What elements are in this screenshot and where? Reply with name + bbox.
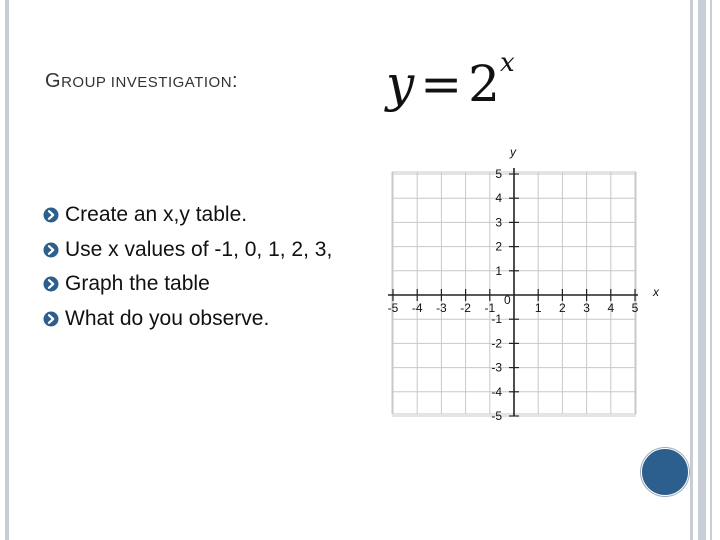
- y-tick-label: -1: [491, 312, 502, 327]
- x-tick-labels: [388, 301, 639, 315]
- frame-right-bar: [698, 0, 706, 540]
- y-tick-label: -2: [491, 336, 502, 351]
- equation-lhs: y: [386, 55, 415, 113]
- decorative-circle: [641, 448, 689, 496]
- bullet-item: [43, 267, 332, 302]
- y-tick-label: -5: [491, 409, 502, 422]
- equation-base: 2: [468, 55, 500, 113]
- y-tick-label: 2: [495, 239, 502, 254]
- x-tick-label: 2: [559, 301, 566, 315]
- y-tick-label: 3: [495, 215, 502, 230]
- y-tick-label: 4: [495, 191, 502, 206]
- bullet-text: Create an x,y table.: [65, 203, 248, 227]
- bullet-item: [43, 198, 332, 233]
- bullet-text: Graph the table: [65, 272, 210, 296]
- bullet-text: What do you observe.: [65, 306, 270, 330]
- bullet-arrow-icon: [43, 276, 59, 292]
- x-tick-label: -2: [460, 301, 471, 315]
- origin-label: 0: [504, 293, 511, 307]
- x-tick-label: -1: [484, 301, 496, 315]
- x-tick-label: -4: [411, 301, 423, 315]
- frame-right-bar: [690, 0, 693, 540]
- equation: [386, 48, 515, 113]
- coordinate-grid: [380, 142, 670, 422]
- slide-title-rest: ROUP INVESTIGATION: [61, 74, 233, 91]
- bullet-arrow-icon: [43, 311, 59, 327]
- bullet-text: Use x values of -1, 0, 1, 2, 3,: [65, 237, 333, 261]
- y-tick-label: -4: [491, 384, 502, 399]
- x-tick-label: -5: [387, 301, 399, 315]
- axes: [388, 168, 638, 416]
- x-tick-label: -3: [436, 301, 447, 315]
- frame-right-bar: [710, 0, 712, 540]
- y-tick-label: 1: [495, 263, 502, 278]
- x-tick-label: 5: [631, 301, 639, 315]
- bullet-item: [43, 302, 332, 337]
- x-tick-label: 3: [583, 301, 590, 315]
- equation-equals: =: [420, 55, 463, 113]
- slide-title-colon: :: [232, 70, 239, 92]
- bullet-item: [43, 233, 332, 268]
- bullet-arrow-icon: [43, 207, 59, 223]
- y-axis-label: y: [510, 145, 516, 159]
- x-axis-label: x: [653, 285, 659, 299]
- x-tick-label: 4: [607, 301, 615, 315]
- equation-exponent: x: [499, 48, 515, 78]
- bullet-arrow-icon: [43, 242, 59, 258]
- x-tick-label: 1: [534, 301, 542, 315]
- y-tick-label: -3: [491, 360, 502, 375]
- y-tick-label: 5: [495, 167, 502, 181]
- slide-title: [45, 70, 238, 93]
- bullet-list: [43, 198, 332, 336]
- frame-left-bar: [5, 0, 9, 540]
- slide-title-initial: G: [45, 70, 62, 92]
